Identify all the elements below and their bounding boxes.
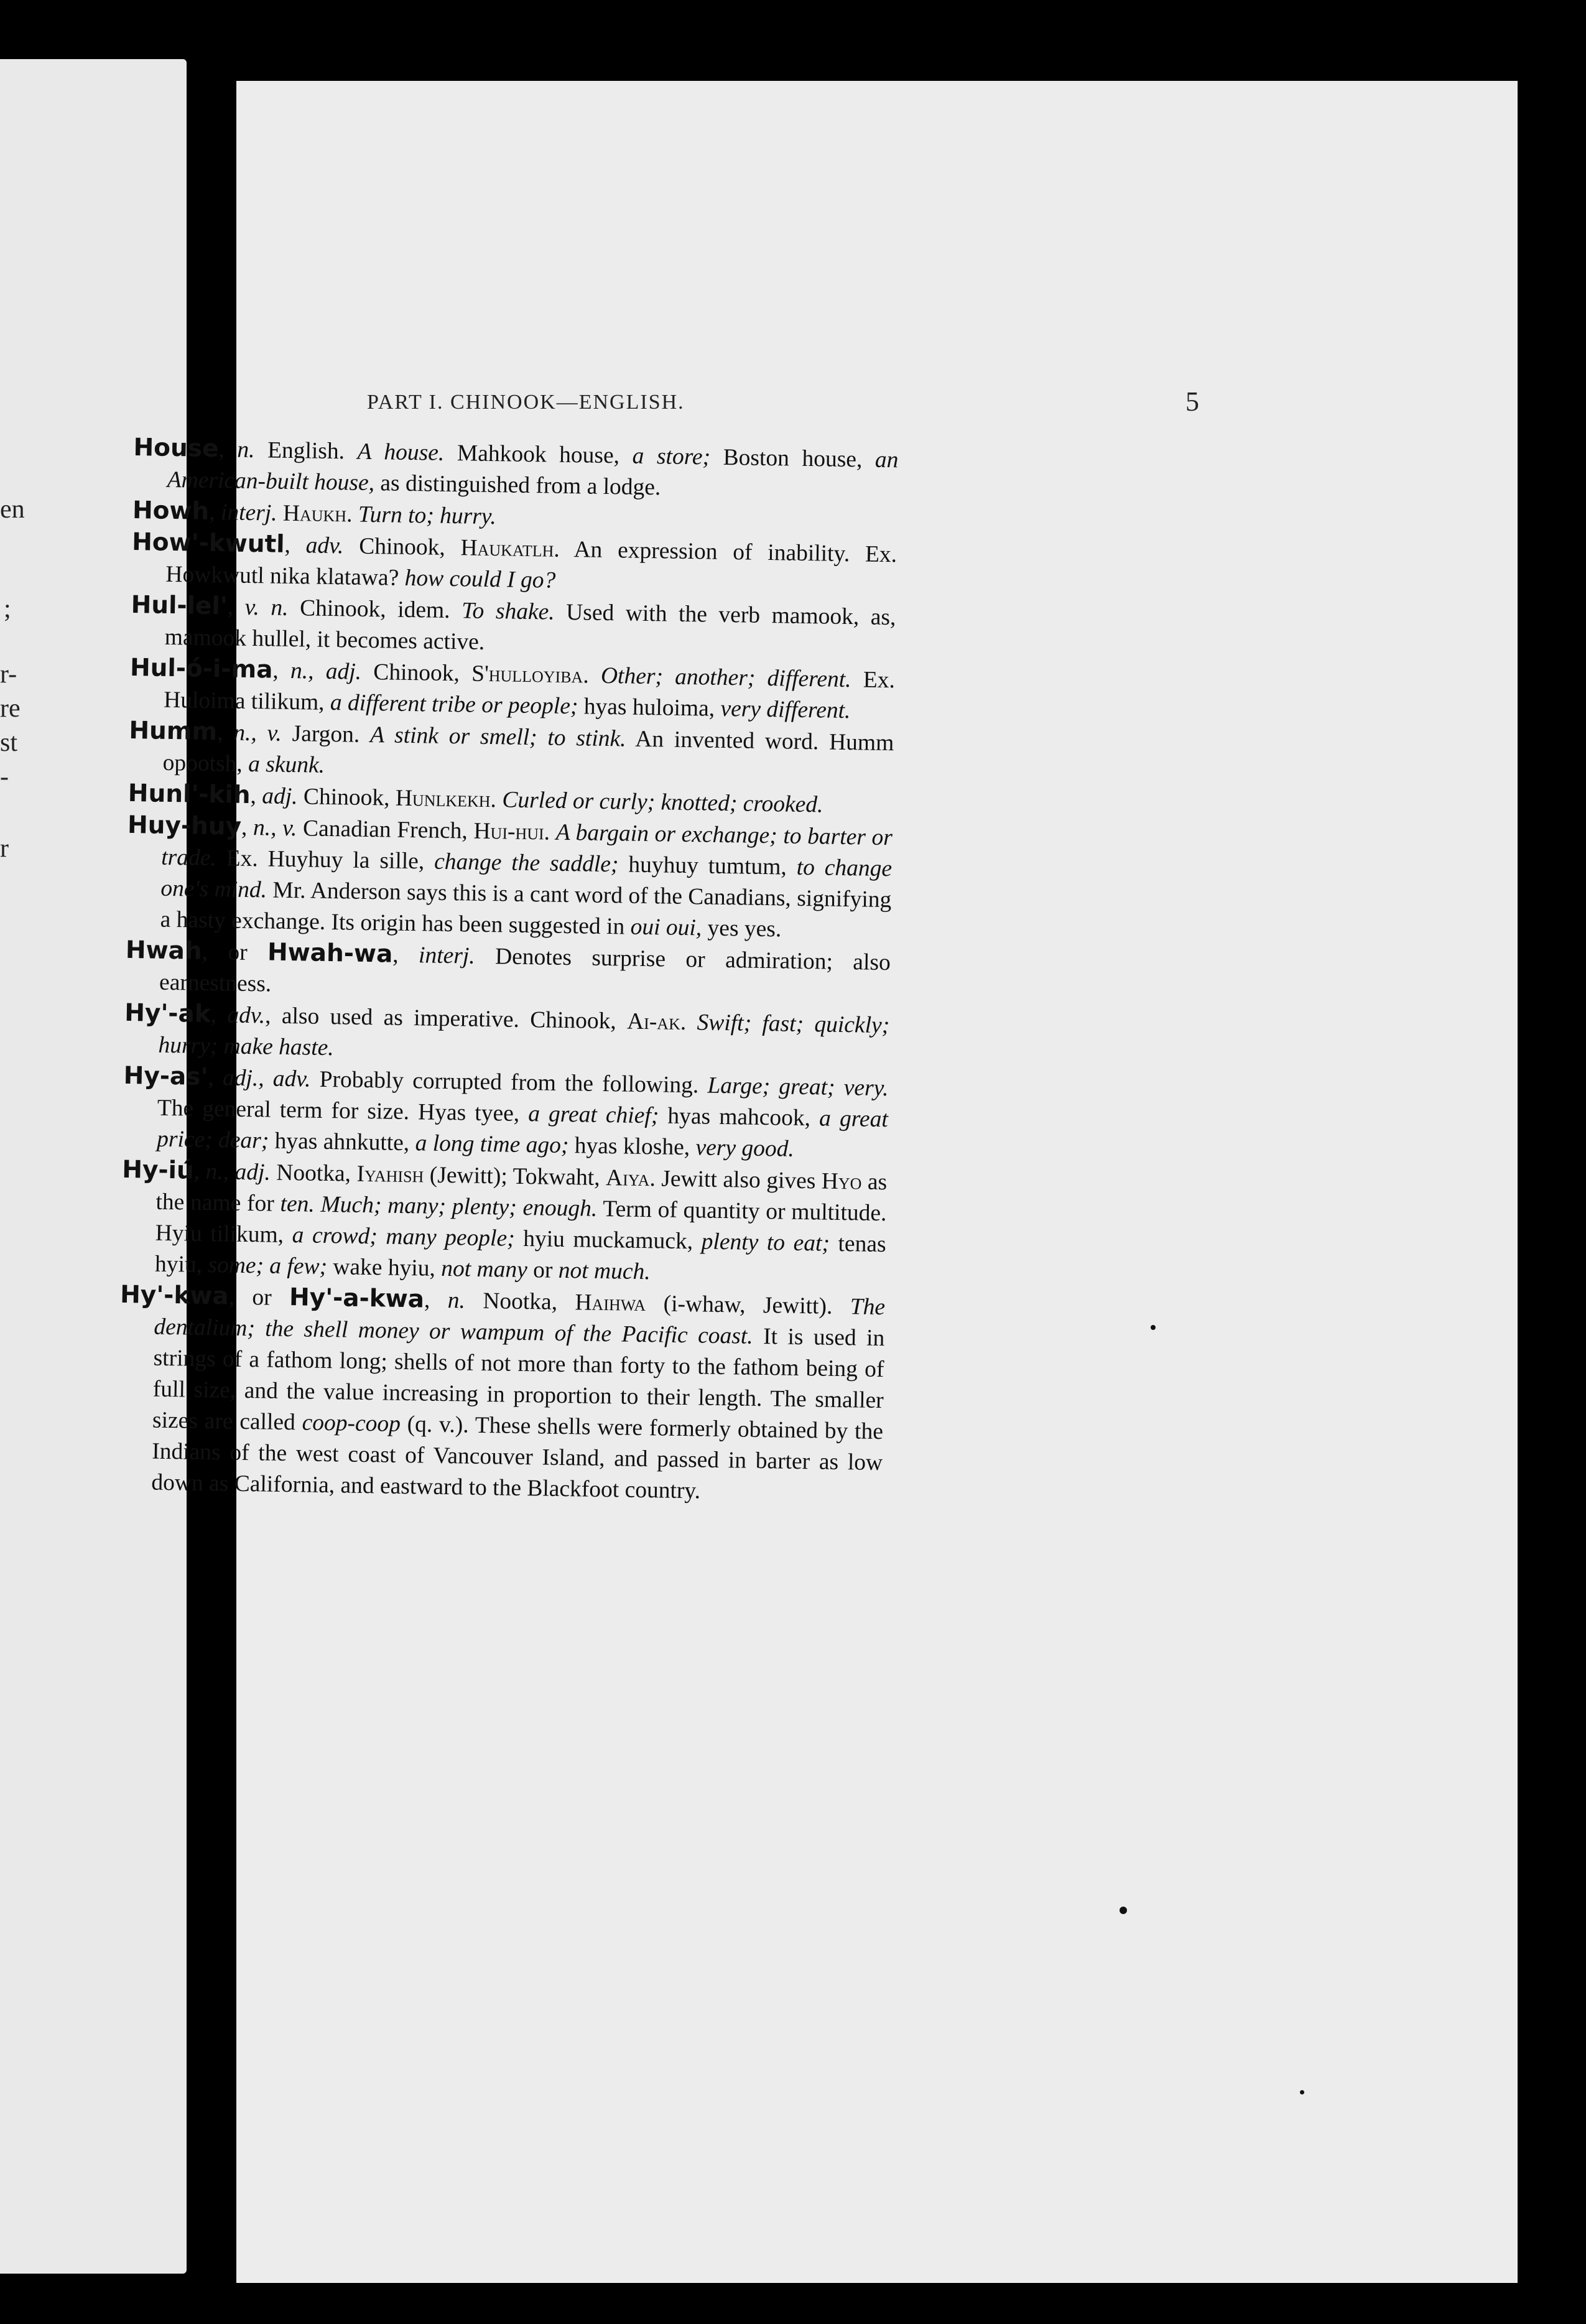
headword: Hul-lel': [131, 590, 228, 621]
headword: Humm: [129, 716, 218, 746]
facing-page-fragment: -: [0, 763, 9, 791]
part-of-speech: adj.: [262, 783, 298, 810]
definition-text: Ex. Huloima tilikum,: [163, 667, 896, 716]
headword: Hy-as': [123, 1061, 208, 1092]
page-number: 5: [1185, 386, 1200, 417]
definition-text: ,: [392, 942, 419, 969]
headword: How'-kwutl: [131, 528, 285, 559]
headword: Howh: [132, 496, 210, 526]
definition-text: or: [527, 1257, 559, 1283]
running-head-title: PART I. CHINOOK—ENGLISH.: [367, 391, 685, 414]
definition-text: ,: [424, 1287, 448, 1314]
page-speck: [1151, 1325, 1156, 1330]
headword: Hy'-kwa: [119, 1280, 230, 1311]
headword: Huy-huy: [127, 811, 242, 841]
definition-text: Chinook,: [343, 533, 461, 561]
definition-text: (i-whaw, Jewitt).: [645, 1291, 851, 1320]
definition-text: oui oui,: [630, 914, 702, 941]
definition-text: Probably corrupted from the following.: [310, 1066, 708, 1099]
definition-text: A stink or smell; to stink.: [369, 722, 626, 752]
definition-text: It is used in strings of a fathom long; shells of not more than forty to the fathom being of full size, and the value increasing in proportion to their length. The smaller sizes are called: [152, 1323, 885, 1436]
definition-text: a skunk.: [248, 751, 325, 778]
definition-text: an American-built house,: [167, 447, 899, 496]
part-of-speech: adj., adv.: [222, 1065, 311, 1092]
definition-text: ten.: [280, 1191, 315, 1217]
definition-text: n.: [447, 1288, 466, 1314]
part-of-speech: v. n.: [244, 594, 289, 621]
definition-text: Other; another; different.: [600, 662, 851, 693]
definition-text: tenas hyiu,: [154, 1230, 886, 1278]
definition-text: Aiya.: [605, 1165, 656, 1192]
definition-text: Chinook, idem.: [288, 595, 462, 624]
definition-text: interj.: [418, 942, 476, 969]
dictionary-entry: Howh, interj. Haukh. Turn to; hurry.: [132, 496, 497, 530]
definition-text: Hunlkekh.: [395, 785, 497, 813]
definition-text: hyas ahnkutte,: [268, 1128, 415, 1156]
definition-text: not many: [440, 1255, 528, 1283]
dictionary-entry: [117, 1280, 885, 1510]
definition-text: Haukatlh.: [460, 535, 560, 562]
definition-text: change the saddle;: [434, 848, 619, 878]
page-speck: [1120, 1907, 1127, 1914]
part-of-speech: n., adj.: [290, 658, 362, 685]
definition-text: Jargon.: [281, 720, 371, 748]
facing-page-fragment: ;: [4, 595, 11, 623]
definition-text: Jewitt also gives: [655, 1166, 822, 1194]
dictionary-entry: Hy-iú, n., adj. Nootka, Iyahish (Jewitt); Tokwaht, Aiya. Jewitt also gives Hyo as the name for ten. Much; many; plenty; enough. Term of quantity or multitude. Hyiu tilikum, a crowd; many people; hyiu muckamuck, plenty to eat; tenas hyiu, some; a few; wake hyiu, not many or not much.: [122, 1155, 888, 1285]
part-of-speech: n., v.: [233, 720, 282, 746]
definition-text: a store;: [632, 443, 711, 470]
definition-text: Mr. Anderson says this is a cant word of the Canadians, signifying a hasty exchange. Its origin has been suggested in: [160, 877, 892, 940]
definition-text: yes yes.: [701, 915, 782, 942]
definition-text: as distinguished from a lodge.: [374, 470, 661, 501]
dictionary-entry: Hul-lel', v. n. Chinook, idem. To shake. Used with the verb mamook, as, mamook hullel, it becomes active.: [131, 590, 896, 655]
definition-text: Canadian French,: [297, 816, 474, 844]
definition-text: very different.: [720, 695, 851, 724]
dictionary-entry: Hul-ó-i-ma, n., adj. Chinook, S'hulloyiba. Other; another; different. Ex. Huloima tilikum, a different tribe or people; hyas huloima, very different.: [129, 653, 896, 724]
headword-variant: Hwah-wa: [267, 938, 393, 969]
definition-text: a great price; dear;: [156, 1105, 889, 1154]
definition-text: [686, 1010, 697, 1035]
definition-text: , also used as imperative. Chinook,: [264, 1003, 628, 1034]
headword: Hul-ó-i-ma: [129, 653, 273, 684]
facing-page-fragment: en: [0, 495, 25, 524]
definition-text: a long time ago;: [415, 1130, 569, 1159]
headword-variant: Hy'-a-kwa: [289, 1283, 425, 1314]
headword: House: [133, 433, 219, 463]
definition-text: Nootka,: [465, 1288, 575, 1316]
definition-text: Term of quantity or multitude. Hyiu tilikum,: [155, 1196, 887, 1248]
headword: Hwah: [125, 936, 203, 965]
dictionary-entry: Huy-huy, n., v. Canadian French, Hui-hui. A bargain or exchange; to barter or trade. Ex. Huyhuy la sille, change the saddle; huyhuy tumtum, to change one's mind. Mr. Anderson says this is a cant word of the Canadians, signifying a hasty exchange. Its origin has been suggested in oui oui, yes yes.: [127, 811, 893, 942]
dictionary-entries: [117, 432, 899, 1510]
dictionary-entry: Hy-as', adj., adv. Probably corrupted from the following. Large; great; very. The general term for size. Hyas tyee, a great chief; hyas mahcook, a great price; dear; hyas ahnkutte, a long time ago; hyas kloshe, very good.: [123, 1061, 889, 1162]
definition-text: hyas kloshe,: [568, 1133, 696, 1161]
dictionary-entry: House, n. English. A house. Mahkook house, a store; Boston house, an American-built house, as distinguished from a lodge.: [133, 433, 899, 501]
definition-text: Denotes surprise or admiration; also earnestness.: [159, 943, 891, 997]
definition-text: a different tribe or people;: [330, 690, 578, 720]
definition-text: Turn to; hurry.: [358, 501, 497, 530]
definition-text: a great chief;: [527, 1101, 659, 1129]
headword: Hunl'-kih: [128, 779, 251, 810]
definition-text: An expression of inability. Ex. Howkwutl nika klatawa?: [165, 536, 897, 591]
definition-text: Chinook,: [361, 659, 472, 687]
dictionary-entry: Hy'-ak, adv., also used as imperative. Chinook, Ai-ak. Swift; fast; quickly; hurry; make haste.: [124, 998, 890, 1061]
definition-text: Ex. Huyhuy la sille,: [216, 845, 435, 875]
definition-text: (q. v.). These shells were formerly obtained by the Indians of the west coast of Vancouver Island, and passed in barter as low down as California, and eastward to the Blackfoot country.: [151, 1411, 884, 1504]
part-of-speech: adv.: [227, 1002, 266, 1029]
definition-text: Iyahish: [356, 1161, 424, 1188]
definition-text: Large; great; very.: [707, 1072, 889, 1102]
definition-text: English.: [254, 437, 358, 465]
definition-text: not much.: [558, 1257, 651, 1285]
page-speck: [1300, 2090, 1304, 2094]
definition-text: Ai-ak.: [626, 1008, 687, 1036]
definition-text: hyiu muckamuck,: [514, 1225, 702, 1255]
definition-text: plenty to eat;: [701, 1229, 830, 1257]
definition-text: very good.: [695, 1135, 795, 1162]
dictionary-entry: [125, 935, 891, 1010]
definition-text: hyas mahcook,: [659, 1103, 820, 1132]
definition-text: to change one's mind.: [160, 854, 893, 903]
definition-text: how could I go?: [404, 565, 556, 593]
definition-text: , or: [228, 1284, 290, 1311]
definition-text: Mahkook house,: [444, 440, 633, 469]
part-of-speech: interj.: [220, 500, 277, 526]
definition-text: (Jewitt); Tokwaht,: [424, 1162, 606, 1191]
dictionary-entry: How'-kwutl, adv. Chinook, Haukatlh. An expression of inability. Ex. Howkwutl nika klatawa? how could I go?: [131, 528, 897, 593]
definition-text: Nootka,: [270, 1160, 357, 1187]
definition-text: A house.: [357, 439, 445, 466]
headword: Hy-iú: [122, 1155, 195, 1185]
definition-text: as the name for: [155, 1169, 888, 1217]
definition-text: A bargain or exchange; to barter or trade.: [160, 819, 893, 872]
definition-text: Curled or curly; knotted; crooked.: [502, 787, 823, 818]
definition-text: Hyo: [821, 1168, 862, 1195]
definition-text: Boston house,: [710, 444, 876, 473]
definition-text: coop-coop: [302, 1410, 401, 1437]
definition-text: a crowd; many people;: [292, 1222, 515, 1252]
part-of-speech: n., v.: [253, 815, 297, 842]
definition-text: To shake.: [461, 598, 555, 625]
part-of-speech: adv.: [305, 532, 344, 559]
definition-text: hyas huloima,: [578, 694, 721, 722]
definition-text: Haukh.: [282, 500, 353, 528]
part-of-speech: n., adj.: [205, 1158, 271, 1186]
definition-text: Chinook,: [297, 784, 396, 811]
definition-text: [588, 663, 601, 689]
definition-text: Haihwa: [575, 1290, 646, 1317]
dictionary-entry: Hunl'-kih, adj. Chinook, Hunlkekh. Curled or curly; knotted; crooked.: [128, 779, 823, 818]
facing-page-fragment: r-: [0, 660, 17, 689]
definition-text: Used with the verb mamook, as, mamook hullel, it becomes active.: [164, 599, 896, 655]
definition-text: S'hulloyiba.: [471, 661, 590, 689]
definition-text: The general term for size. Hyas tyee,: [157, 1095, 529, 1127]
definition-text: huyhuy tumtum,: [618, 852, 797, 880]
definition-text: wake hyiu,: [327, 1254, 442, 1281]
definition-text: Hui-hui.: [473, 818, 550, 845]
facing-page-fragment: st: [0, 728, 18, 757]
definition-text: An invented word. Humm opootsh,: [162, 726, 894, 777]
definition-text: The dentalium; the shell money or wampum of the Pacific coast.: [154, 1294, 886, 1349]
definition-text: some; a few;: [208, 1252, 328, 1280]
dictionary-entry: Humm, n., v. Jargon. A stink or smell; to stink. An invented word. Humm opootsh, a skunk.: [129, 716, 894, 778]
part-of-speech: n.: [237, 437, 255, 463]
headword: Hy'-ak: [124, 998, 211, 1029]
facing-page-fragment: re: [0, 694, 21, 723]
definition-text: , or: [202, 939, 268, 966]
facing-page-fragment: r: [0, 834, 9, 863]
definition-text: Much; many; plenty; enough.: [320, 1191, 598, 1222]
definition-text: Swift; fast; quickly; hurry; make haste.: [158, 1010, 890, 1061]
